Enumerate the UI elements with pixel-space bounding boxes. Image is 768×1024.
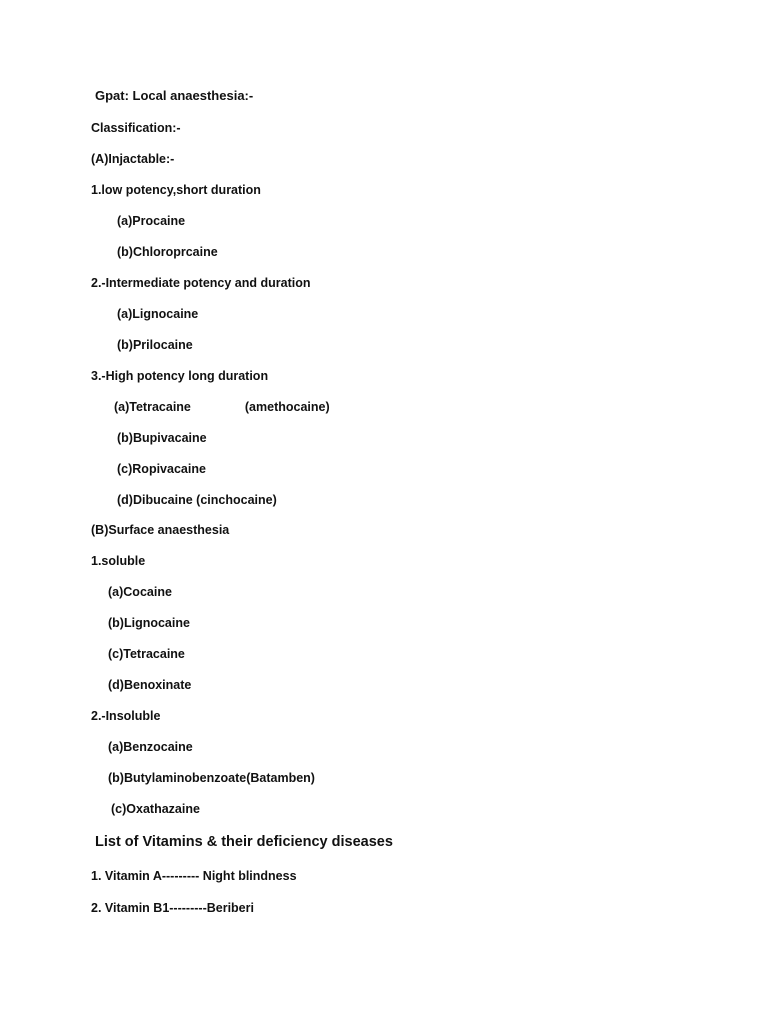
list-item-benzocaine: (a)Benzocaine	[108, 740, 193, 754]
list-item-oxathazaine: (c)Oxathazaine	[111, 802, 200, 816]
tetracaine-alias: (amethocaine)	[244, 400, 330, 414]
list-item-lignocaine-surface: (b)Lignocaine	[108, 616, 190, 630]
insoluble-group: 2.-Insoluble	[91, 709, 161, 723]
injectable-section: (A)Injactable:-	[91, 152, 175, 166]
classification-heading: Classification:-	[91, 121, 181, 135]
list-item-prilocaine: (b)Prilocaine	[117, 338, 193, 352]
vitamin-a-row: 1. Vitamin A--------- Night blindness	[91, 869, 297, 883]
intermediate-potency-group: 2.-Intermediate potency and duration	[91, 276, 311, 290]
list-item-lignocaine: (a)Lignocaine	[117, 307, 199, 321]
list-item-procaine: (a)Procaine	[117, 214, 186, 228]
soluble-group: 1.soluble	[91, 554, 146, 568]
list-item-chloroprocaine: (b)Chloroprcaine	[117, 245, 218, 259]
vitamins-heading: List of Vitamins & their deficiency diseases	[95, 834, 393, 850]
list-item-tetracaine-surface: (c)Tetracaine	[108, 647, 185, 661]
list-item-benoxinate: (d)Benoxinate	[108, 678, 192, 692]
document-title: Gpat: Local anaesthesia:-	[95, 88, 254, 103]
list-item-cocaine: (a)Cocaine	[108, 585, 172, 599]
list-item-dibucaine: (d)Dibucaine (cinchocaine)	[117, 493, 277, 507]
list-item-bupivacaine: (b)Bupivacaine	[117, 431, 207, 445]
tetracaine-name: (a)Tetracaine	[114, 400, 191, 414]
list-item-tetracaine	[114, 399, 330, 415]
list-item-ropivacaine: (c)Ropivacaine	[117, 462, 206, 476]
vitamin-b1-row: 2. Vitamin B1---------Beriberi	[91, 901, 254, 915]
low-potency-group: 1.low potency,short duration	[91, 183, 261, 197]
surface-anaesthesia-section: (B)Surface anaesthesia	[91, 523, 230, 537]
list-item-butylaminobenzoate: (b)Butylaminobenzoate(Batamben)	[108, 771, 315, 785]
high-potency-group: 3.-High potency long duration	[91, 369, 269, 383]
